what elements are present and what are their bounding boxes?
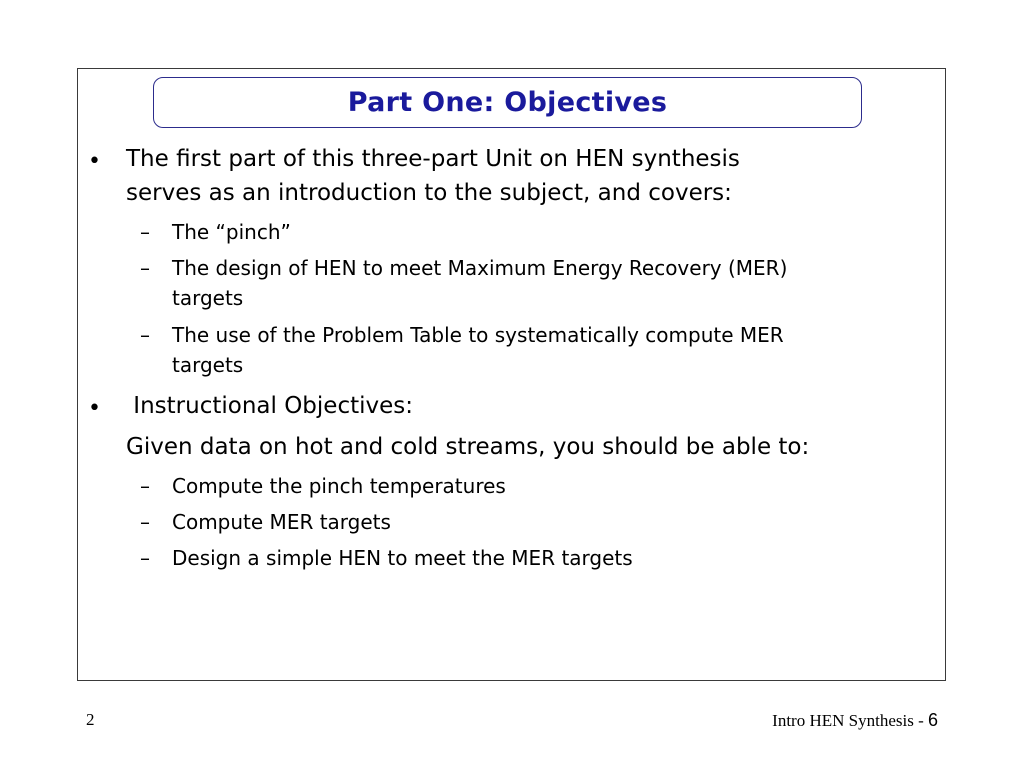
sub-item-pinch-temps: Compute the pinch temperatures <box>172 474 506 498</box>
sub-item-problem-table-line2: targets <box>172 353 244 377</box>
dash-marker: – <box>140 510 150 534</box>
bullet2-intro: Given data on hot and cold streams, you should be able to: <box>126 434 810 460</box>
sub-item-pinch: The “pinch” <box>172 220 291 244</box>
slide-number: 2 <box>86 710 95 729</box>
sub-item-mer-targets: Compute MER targets <box>172 510 391 534</box>
dash-marker: – <box>140 323 150 347</box>
dash-marker: – <box>140 474 150 498</box>
sub-item-problem-table-line1: The use of the Problem Table to systematically compute MER <box>172 323 784 347</box>
footer-title-text: Intro HEN Synthesis - <box>772 711 928 730</box>
sub-item-design-line1: The design of HEN to meet Maximum Energy Recovery (MER) <box>172 256 788 280</box>
title-box <box>153 77 862 128</box>
footer-title <box>772 710 938 731</box>
bullet2-heading: Instructional Objectives: <box>126 393 413 419</box>
bullet1-line1: The first part of this three-part Unit on HEN synthesis <box>126 146 740 172</box>
sub-item-design-line2: targets <box>172 286 244 310</box>
bullet-marker: • <box>88 396 101 421</box>
slide-title: Part One: Objectives <box>347 87 668 118</box>
sub-item-design-hen: Design a simple HEN to meet the MER targets <box>172 546 633 570</box>
dash-marker: – <box>140 546 150 570</box>
bullet-marker: • <box>88 149 101 174</box>
footer-page-number: 6 <box>927 710 938 730</box>
dash-marker: – <box>140 220 150 244</box>
bullet1-line2: serves as an introduction to the subject, and covers: <box>126 180 732 206</box>
dash-marker: – <box>140 256 150 280</box>
